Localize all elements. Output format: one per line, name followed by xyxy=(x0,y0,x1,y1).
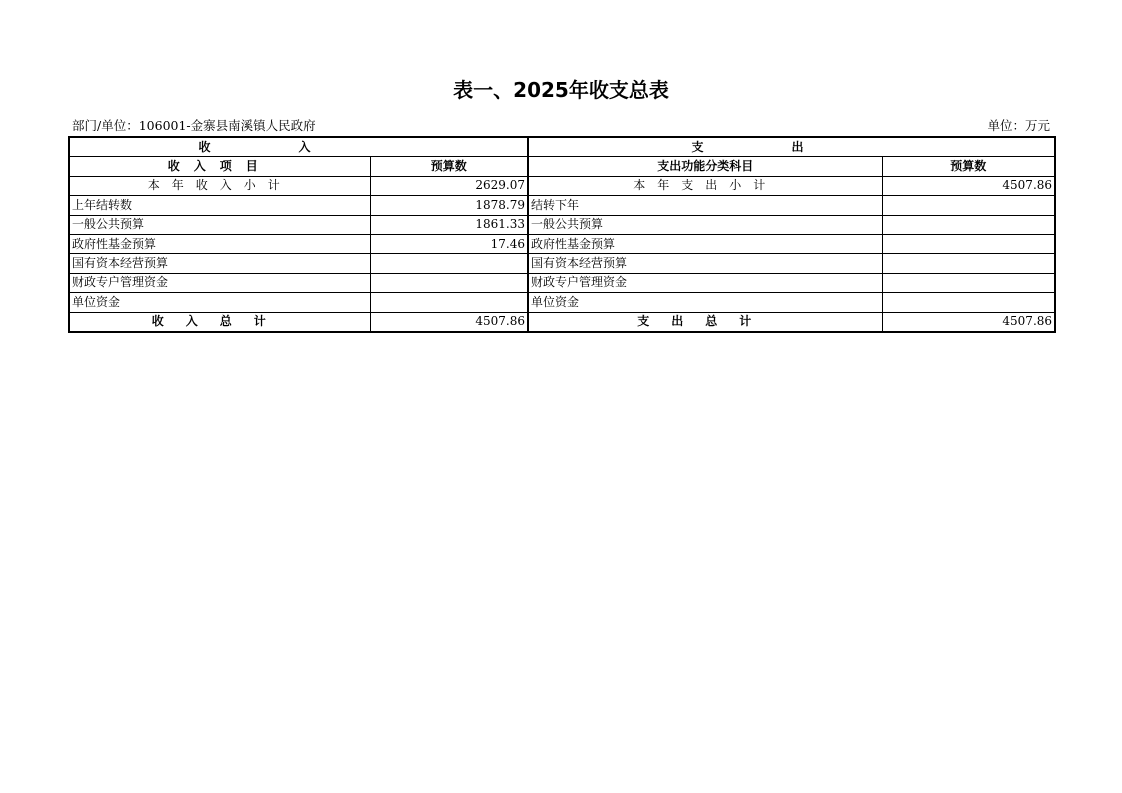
income-header: 收入 xyxy=(69,137,528,157)
expense-label: 一般公共预算 xyxy=(528,215,882,234)
income-value xyxy=(370,254,528,273)
expense-label: 政府性基金预算 xyxy=(528,234,882,253)
table-row xyxy=(69,196,1055,215)
income-label: 国有资本经营预算 xyxy=(69,254,370,273)
income-label: 单位资金 xyxy=(69,293,370,312)
expense-label: 结转下年 xyxy=(528,196,882,215)
expense-subtotal-label: 本年支出小计 xyxy=(528,176,882,195)
subtotal-row xyxy=(69,176,1055,195)
income-value: 17.46 xyxy=(370,234,528,253)
department-label: 部门/单位：106001-金寨县南溪镇人民政府 xyxy=(72,118,316,133)
budget-table xyxy=(68,136,1056,333)
expense-header: 支出 xyxy=(528,137,1055,157)
expense-total-label: 支出总计 xyxy=(528,312,882,332)
expense-subtotal-value: 4507.86 xyxy=(882,176,1055,195)
income-subtotal-label: 本年收入小计 xyxy=(69,176,370,195)
table-header-row xyxy=(69,137,1055,157)
income-value: 1878.79 xyxy=(370,196,528,215)
table-row xyxy=(69,293,1055,312)
income-value xyxy=(370,273,528,292)
expense-value xyxy=(882,273,1055,292)
expense-label: 单位资金 xyxy=(528,293,882,312)
expense-value xyxy=(882,293,1055,312)
expense-value xyxy=(882,254,1055,273)
income-item-header: 收入项目 xyxy=(69,157,370,176)
income-label: 政府性基金预算 xyxy=(69,234,370,253)
expense-item-header: 支出功能分类科目 xyxy=(528,157,882,176)
unit-label: 单位：万元 xyxy=(987,118,1050,133)
table-row xyxy=(69,234,1055,253)
income-budget-header: 预算数 xyxy=(370,157,528,176)
table-row xyxy=(69,273,1055,292)
income-label: 上年结转数 xyxy=(69,196,370,215)
income-value xyxy=(370,293,528,312)
expense-value xyxy=(882,234,1055,253)
income-subtotal-value: 2629.07 xyxy=(370,176,528,195)
income-value: 1861.33 xyxy=(370,215,528,234)
income-label: 财政专户管理资金 xyxy=(69,273,370,292)
expense-label: 财政专户管理资金 xyxy=(528,273,882,292)
expense-total-value: 4507.86 xyxy=(882,312,1055,332)
table-row xyxy=(69,254,1055,273)
expense-value xyxy=(882,215,1055,234)
expense-budget-header: 预算数 xyxy=(882,157,1055,176)
income-total-label: 收入总计 xyxy=(69,312,370,332)
table-row xyxy=(69,215,1055,234)
expense-value xyxy=(882,196,1055,215)
table-subheader-row xyxy=(69,157,1055,176)
expense-label: 国有资本经营预算 xyxy=(528,254,882,273)
page-title: 表一、2025年收支总表 xyxy=(453,78,669,102)
income-label: 一般公共预算 xyxy=(69,215,370,234)
total-row xyxy=(69,312,1055,332)
income-total-value: 4507.86 xyxy=(370,312,528,332)
